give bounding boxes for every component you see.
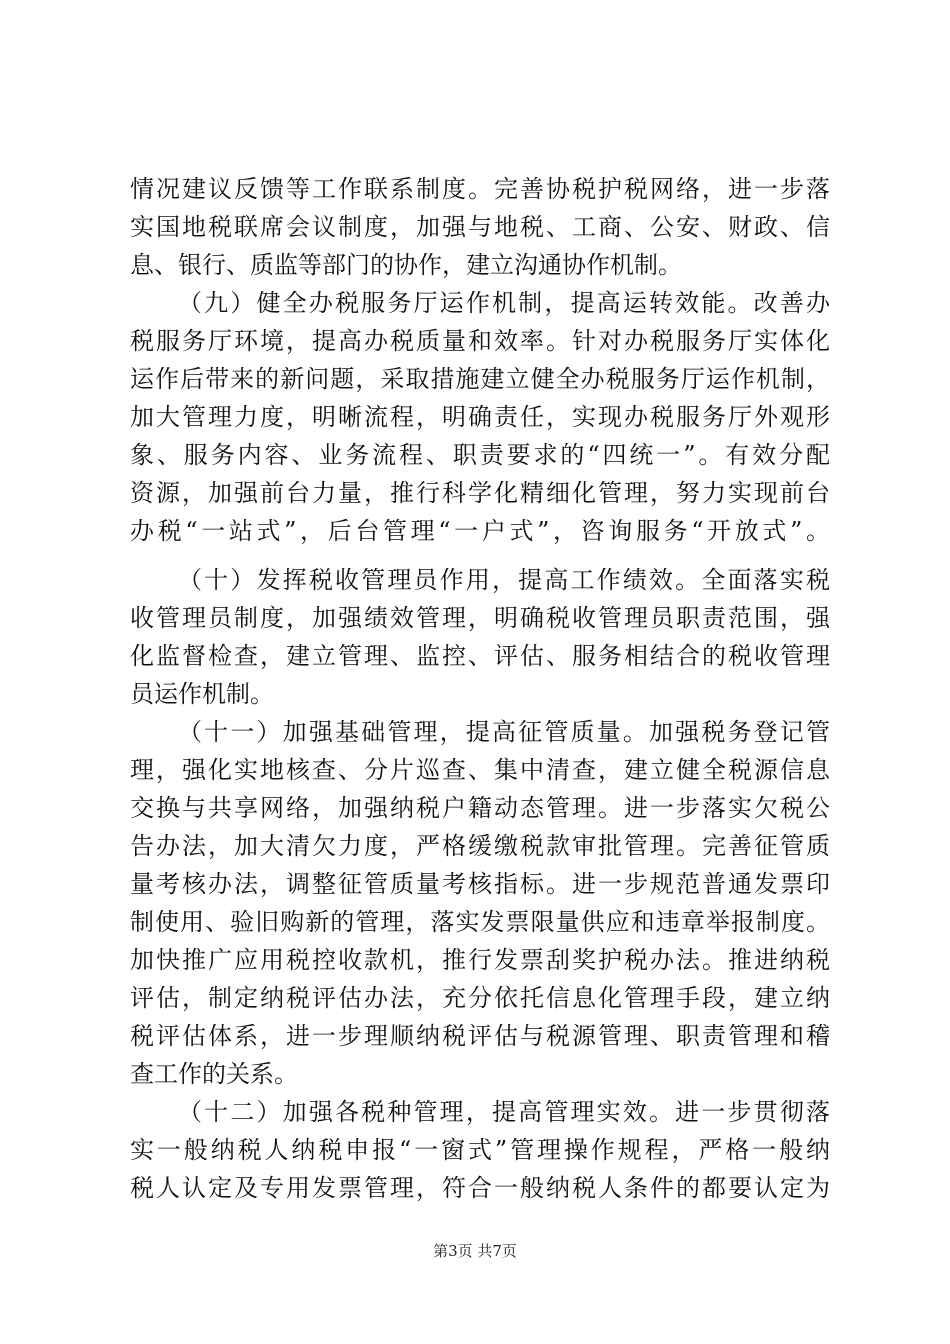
text-line: 实一般纳税人纳税申报“一窗式”管理操作规程，严格一般纳	[130, 1136, 830, 1164]
paragraph-10-heading-line: （十）发挥税收管理员作用，提高工作绩效。全面落实税	[178, 566, 830, 594]
text-line: 告办法，加大清欠力度，严格缓缴税款审批管理。完善征管质	[130, 832, 830, 860]
paragraph-12-heading-line: （十二）加强各税种管理，提高管理实效。进一步贯彻落	[178, 1098, 830, 1126]
text-line: 量考核办法，调整征管质量考核指标。进一步规范普通发票印	[130, 870, 830, 898]
text-line: 办税“一站式”，后台管理“一户式”，咨询服务“开放式”。	[130, 517, 830, 545]
text-line: 评估，制定纳税评估办法，充分依托信息化管理手段，建立纳	[130, 984, 830, 1012]
page-footer: 第3页 共7页	[433, 1242, 517, 1260]
text-line: 员运作机制。	[130, 680, 274, 708]
text-line: 实国地税联席会议制度，加强与地税、工商、公安、财政、信	[130, 213, 830, 241]
text-line: 情况建议反馈等工作联系制度。完善协税护税网络，进一步落	[130, 175, 830, 203]
text-line: 税评估体系，进一步理顺纳税评估与税源管理、职责管理和稽	[130, 1022, 830, 1050]
paragraph-11-heading-line: （十一）加强基础管理，提高征管质量。加强税务登记管	[178, 718, 830, 746]
text-line: 制使用、验旧购新的管理，落实发票限量供应和违章举报制度。	[130, 908, 830, 936]
text-line: 象、服务内容、业务流程、职责要求的“四统一”。有效分配	[130, 441, 830, 469]
text-line: 收管理员制度，加强绩效管理，明确税收管理员职责范围，强	[130, 604, 830, 632]
text-line: 税服务厅环境，提高办税质量和效率。针对办税服务厅实体化	[130, 327, 830, 355]
text-line: 化监督检查，建立管理、监控、评估、服务相结合的税收管理	[130, 642, 830, 670]
text-line: 查工作的关系。	[130, 1060, 298, 1088]
text-line: 理，强化实地核查、分片巡查、集中清查，建立健全税源信息	[130, 756, 830, 784]
paragraph-9-heading-line: （九）健全办税服务厅运作机制，提高运转效能。改善办	[178, 289, 830, 317]
text-line: 加大管理力度，明晰流程，明确责任，实现办税服务厅外观形	[130, 403, 830, 431]
text-line: 息、银行、质监等部门的协作，建立沟通协作机制。	[130, 251, 682, 279]
text-line: 资源，加强前台力量，推行科学化精细化管理，努力实现前台	[130, 479, 830, 507]
text-line: 税人认定及专用发票管理，符合一般纳税人条件的都要认定为	[130, 1174, 830, 1202]
text-line: 交换与共享网络，加强纳税户籍动态管理。进一步落实欠税公	[130, 794, 830, 822]
text-line: 运作后带来的新问题，采取措施建立健全办税服务厅运作机制，	[130, 365, 830, 393]
text-line: 加快推广应用税控收款机，推行发票刮奖护税办法。推进纳税	[130, 946, 830, 974]
